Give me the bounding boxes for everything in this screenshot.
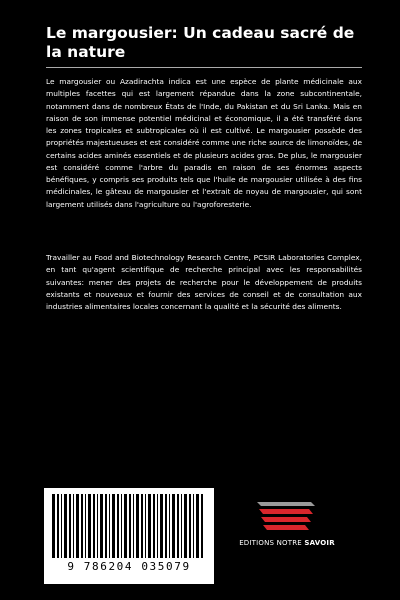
title-divider — [46, 67, 362, 68]
author-bio: Travailler au Food and Biotechnology Research Centre, PCSIR Laboratories Complex, en tant qu'agent scientifique de recherche principal avec les responsabilités suivantes: mener des projets de recherche pour le développement de produits existants et nouveaux et fournir des services de conseil et de consultation aux industries alimentaires locales concernant la qualité et la sécurité des aliments. — [46, 253, 362, 311]
publisher-prefix: EDITIONS NOTRE — [239, 539, 305, 547]
publisher-logo-icon — [253, 498, 317, 534]
barcode-bars — [50, 494, 208, 560]
publisher-brand: SAVOIR — [304, 539, 335, 547]
book-description: Le margousier ou Azadirachta indica est une espèce de plante médicinale aux multiples facettes qui est largement répandue dans la zone subcontinentale, notamment dans de nombreux États de l'Inde, du Pakistan et du Sri Lanka. Mais en raison de son immense potentiel médicinal et économique, il a été transféré dans les zones tropicales et subtropicales où il est cultivé. Le margousier possède des propriétés majestueuses et est considéré comme une riche source de limonoïdes, de certains acides aminés essentiels et de plusieurs acides gras. De plus, le margousier est considéré comme l'arbre du paradis en raison de ses énormes aspects bénéfiques, y compris ses produits tels que l'huile de margousier utilisée à des fins médicinales, le gâteau de margousier et l'extrait de noyau de margousier, qui sont largement utilisés dans l'agriculture ou l'agroforesterie. — [46, 77, 362, 209]
publisher-name — [212, 539, 362, 547]
barcode — [44, 488, 214, 584]
book-title: Le margousier: Un cadeau sacré de la nature — [46, 24, 355, 61]
isbn-number: 9 786204 035079 — [67, 560, 191, 573]
